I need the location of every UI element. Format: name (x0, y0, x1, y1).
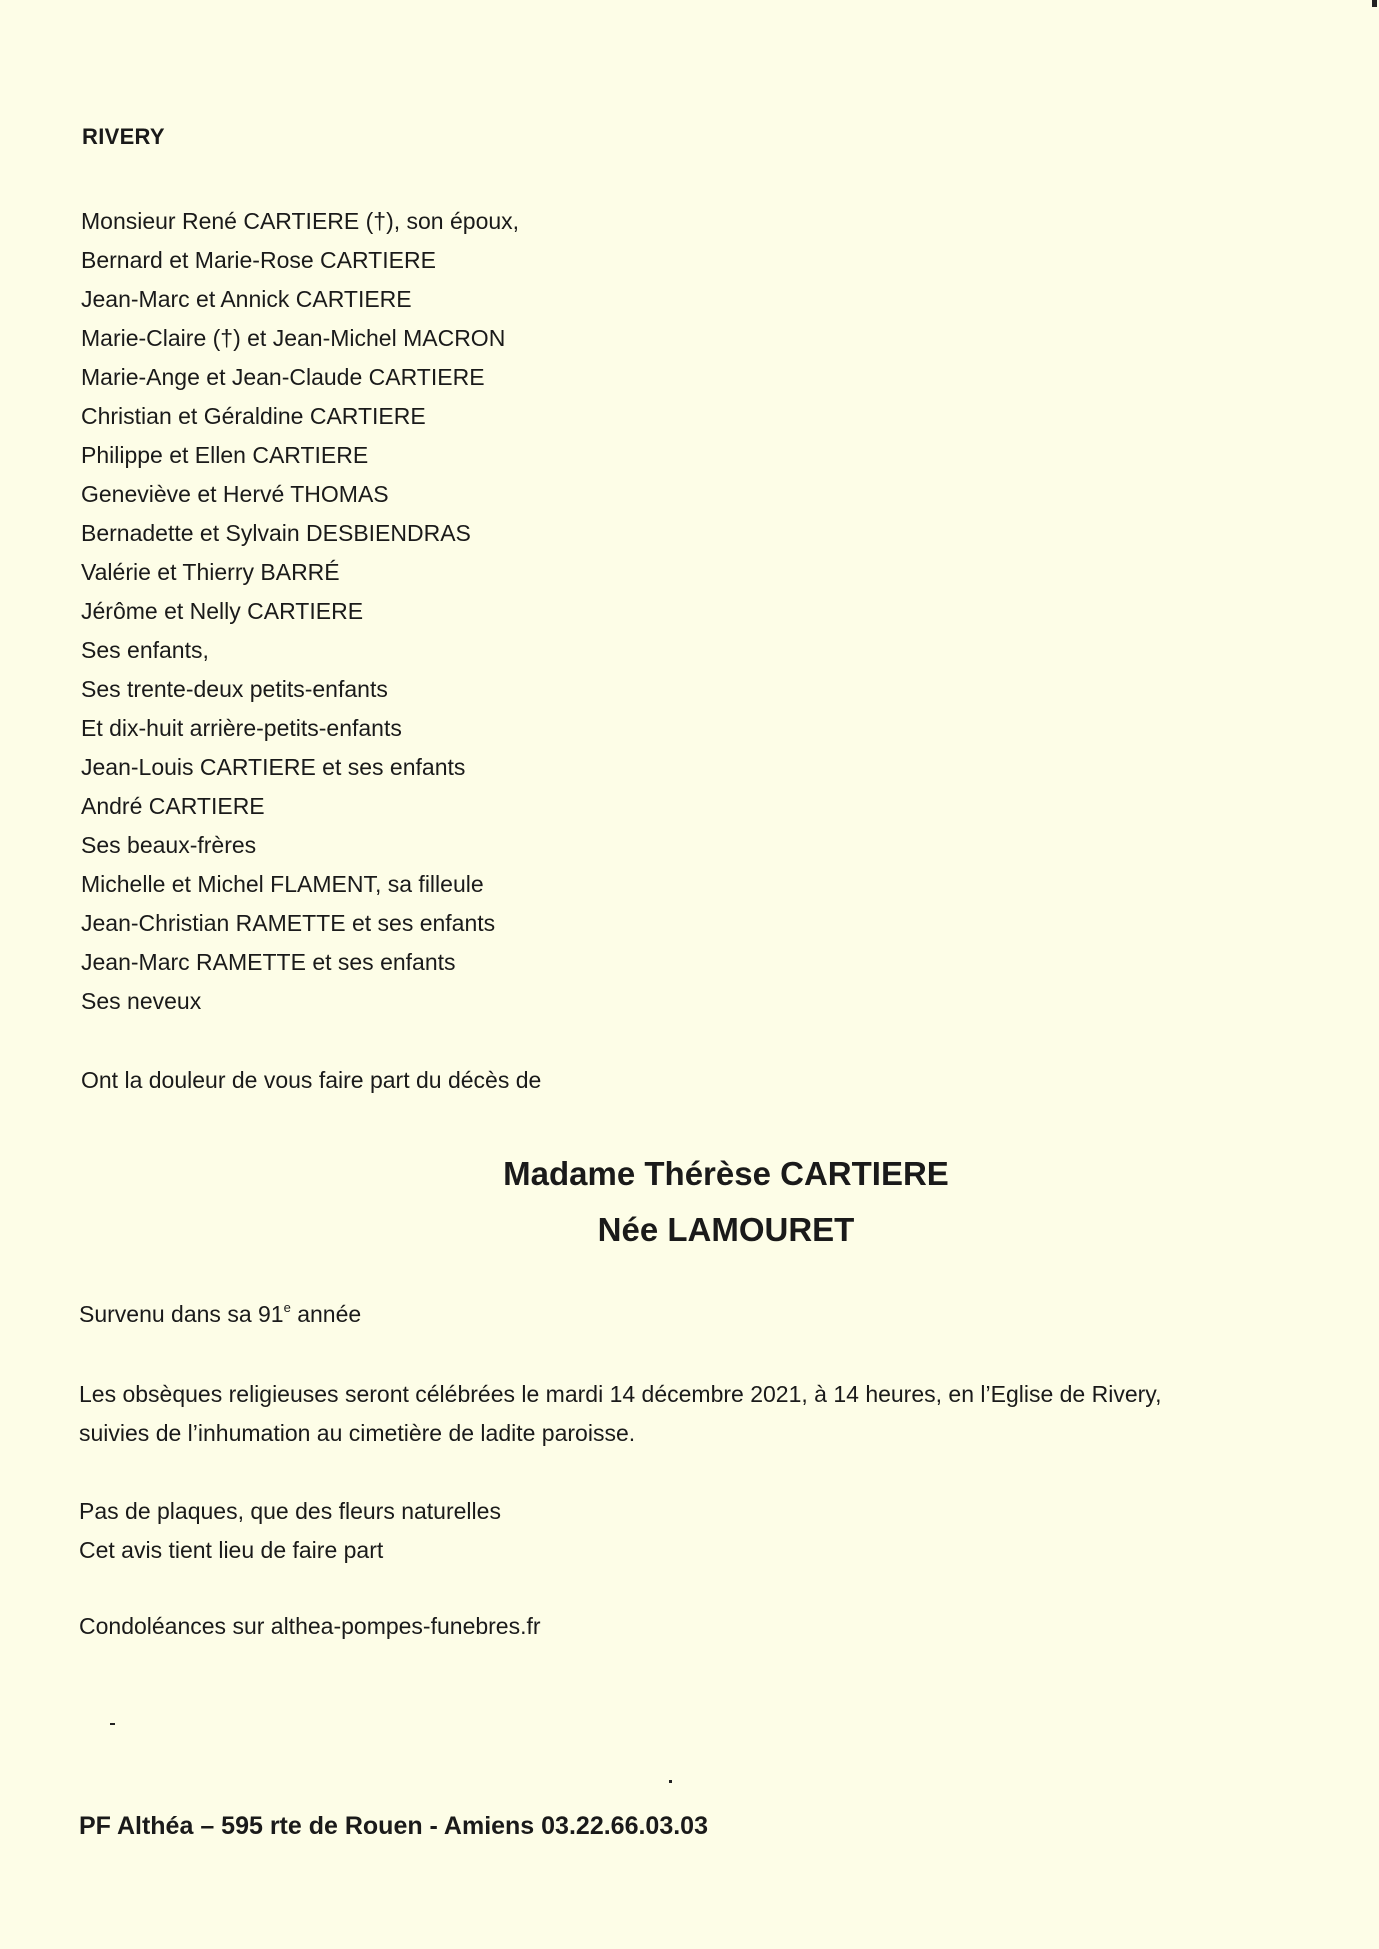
family-line: Ses trente-deux petits-enfants (81, 676, 388, 702)
family-line: Jérôme et Nelly CARTIERE (81, 598, 364, 624)
family-line: Ses neveux (81, 988, 202, 1014)
funeral-line: Les obsèques religieuses seront célébrées le mardi 14 décembre 2021, à 14 heures, en l’Eglise de Rivery, (79, 1381, 1162, 1407)
family-line: Jean-Louis CARTIERE et ses enfants (81, 754, 466, 780)
funeral-line: suivies de l’inhumation au cimetière de ladite paroisse. (79, 1420, 636, 1446)
note-line: Cet avis tient lieu de faire part (79, 1537, 384, 1563)
scan-speck (669, 1780, 672, 1783)
funeral-details (79, 1375, 1161, 1453)
family-line: André CARTIERE (81, 793, 265, 819)
family-line: Et dix-huit arrière-petits-enfants (81, 715, 402, 741)
notes-block (79, 1492, 501, 1570)
family-list (81, 202, 519, 1021)
family-line: Jean-Marc RAMETTE et ses enfants (81, 949, 456, 975)
family-line: Christian et Géraldine CARTIERE (81, 403, 426, 429)
family-line: Ses enfants, (81, 637, 209, 663)
family-line: Marie-Claire (†) et Jean-Michel MACRON (81, 325, 506, 351)
announcement-text: Ont la douleur de vous faire part du décès de (81, 1067, 542, 1093)
deceased-maiden-name: Née LAMOURET (597, 1211, 855, 1248)
age-prefix: Survenu dans sa 91 (79, 1301, 284, 1327)
funeral-home-footer: PF Althéa – 595 rte de Rouen - Amiens 03.22.66.03.03 (79, 1812, 708, 1840)
deceased-block (430, 1146, 1022, 1258)
family-line: Jean-Marc et Annick CARTIERE (81, 286, 412, 312)
age-suffix: année (290, 1301, 362, 1327)
family-line: Geneviève et Hervé THOMAS (81, 481, 389, 507)
family-line: Philippe et Ellen CARTIERE (81, 442, 369, 468)
condolences-text: Condoléances sur althea-pompes-funebres.fr (79, 1613, 541, 1639)
scan-speck (1372, 0, 1377, 7)
family-line: Valérie et Thierry BARRÉ (81, 559, 340, 585)
family-line: Michelle et Michel FLAMENT, sa filleule (81, 871, 484, 897)
note-line: Pas de plaques, que des fleurs naturelles (79, 1498, 501, 1524)
age-text (79, 1296, 361, 1332)
family-line: Monsieur René CARTIERE (†), son époux, (81, 208, 520, 234)
age-superscript: e (283, 1300, 291, 1315)
family-line: Bernard et Marie-Rose CARTIERE (81, 247, 436, 273)
family-line: Jean-Christian RAMETTE et ses enfants (81, 910, 496, 936)
scan-speck (110, 1723, 115, 1725)
family-line: Marie-Ange et Jean-Claude CARTIERE (81, 364, 485, 390)
family-line: Bernadette et Sylvain DESBIENDRAS (81, 520, 471, 546)
deceased-name: Madame Thérèse CARTIERE (503, 1155, 949, 1192)
town-heading: RIVERY (82, 124, 165, 149)
family-line: Ses beaux-frères (81, 832, 257, 858)
